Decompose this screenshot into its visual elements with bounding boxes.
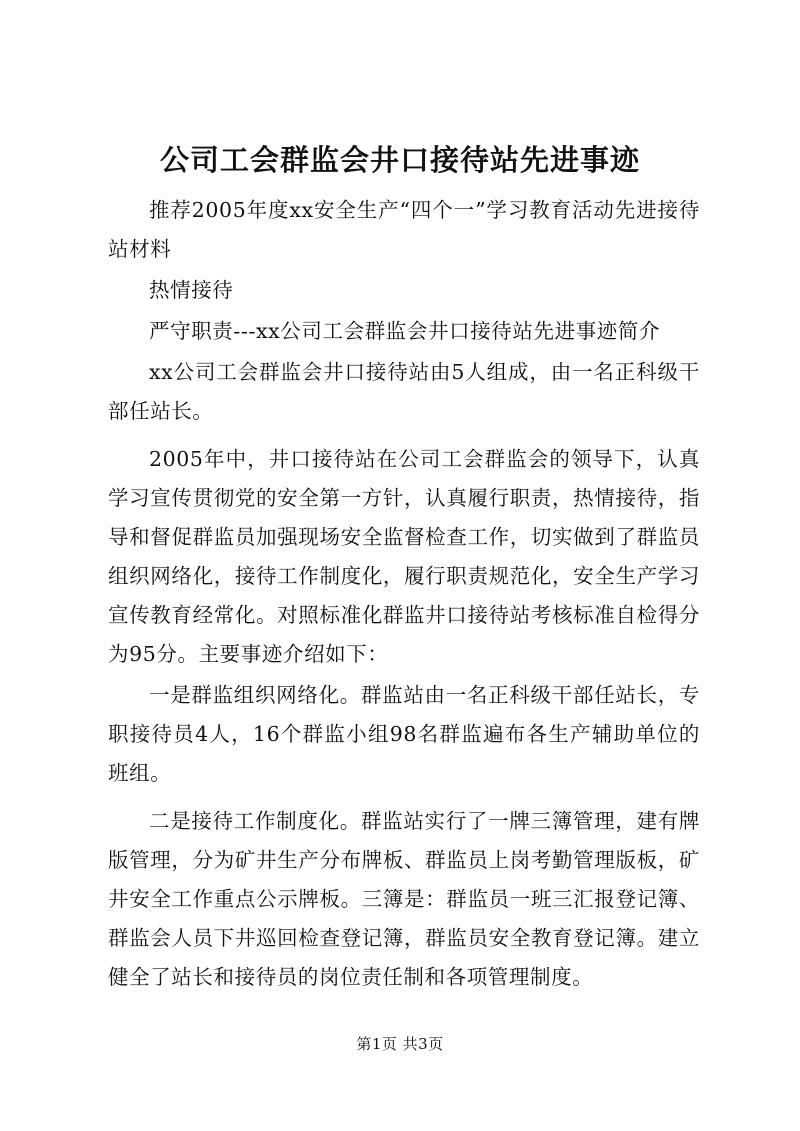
document-title: 公司工会群监会井口接待站先进事迹: [159, 143, 640, 177]
paragraph-recommendation: 推荐2005年度xx安全生产“四个一”学习教育活动先进接待站材料: [108, 198, 700, 261]
paragraph-overview-2005: 2005年中，井口接待站在公司工会群监会的领导下，认真学习宣传贯彻党的安全第一方针，认真履行职责，热情接待，指导和督促群监员加强现场安全监督检查工作，切实做到了群监员组织网络化，接待工作制度化，履行职责规范化，安全生产学习宣传教育经常化。对照标准化群监井口接待站考核标准自检得分为95分。主要事迹介绍如下：: [108, 447, 700, 666]
paragraph-organization-network: 一是群监组织网络化。群监站由一名正科级干部任站长，专职接待员4人，16个群监小组98名群监遍布各生产辅助单位的班组。: [108, 683, 700, 785]
paragraph-station-composition: xx公司工会群监会井口接待站由5人组成，由一名正科级干部任站长。: [108, 360, 700, 423]
document-body: [108, 191, 700, 997]
paragraph-subtitle-warm-reception: 热情接待: [149, 278, 234, 302]
paragraph-subtitle-duty: 严守职责---xx公司工会群监会井口接待站先进事迹简介: [149, 319, 661, 343]
paragraph-reception-system: 二是接待工作制度化。群监站实行了一牌三簿管理，建有牌版管理，分为矿井生产分布牌板、群监员上岗考勤管理版板，矿井安全工作重点公示牌板。三簿是：群监员一班三汇报登记簿、群监会人员下井巡回检查登记簿，群监员安全教育登记簿。建立健全了站长和接待员的岗位责任制和各项管理制度。: [108, 809, 700, 989]
page-number-footer: 第1页 共3页: [356, 1035, 444, 1053]
